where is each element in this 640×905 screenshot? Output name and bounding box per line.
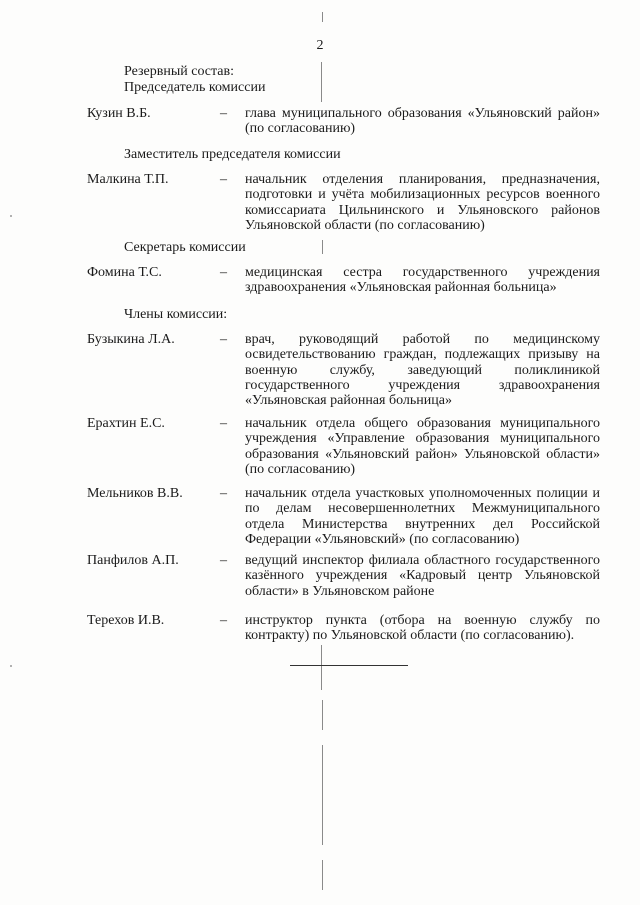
closing-rule bbox=[290, 665, 408, 666]
member-description: врач, руководящий работой по медицинскому освидетельствованию граждан, подлежащих призыву на военную службу, заведующий поликлиникой государственного учреждения здравоохранения «Ульяновская районная больница» bbox=[245, 332, 600, 409]
member-description: начальник отдела участковых уполномоченных полиции и по делам несовершеннолетних Межмуниципального отдела Министерства внутренних дел Российской Федерации «Ульяновский» (по согласованию) bbox=[245, 486, 600, 547]
entry-dash: – bbox=[220, 613, 227, 628]
reserve-heading: Резервный состав: bbox=[124, 64, 235, 79]
scan-crease-mark bbox=[321, 645, 322, 690]
scan-speck bbox=[10, 665, 12, 667]
secretary-heading: Секретарь комиссии bbox=[124, 240, 246, 255]
page-number: 2 bbox=[316, 38, 324, 53]
member-name: Фомина Т.С. bbox=[87, 265, 162, 280]
scan-crease-mark bbox=[322, 240, 323, 254]
member-name: Мельников В.В. bbox=[87, 486, 183, 501]
scan-crease-mark bbox=[321, 62, 322, 102]
entry-dash: – bbox=[220, 106, 227, 121]
member-name: Панфилов А.П. bbox=[87, 553, 179, 568]
member-description: глава муниципального образования «Ульяновский район» (по согласованию) bbox=[245, 106, 600, 137]
scan-speck bbox=[10, 215, 12, 217]
entry-dash: – bbox=[220, 332, 227, 347]
member-description: ведущий инспектор филиала областного государственного казённого учреждения «Кадровый центр Ульяновской области» в Ульяновском районе bbox=[245, 553, 600, 599]
member-name: Терехов И.В. bbox=[87, 613, 165, 628]
scan-crease-mark bbox=[322, 860, 323, 890]
entry-dash: – bbox=[220, 486, 227, 501]
scan-crease-mark bbox=[322, 12, 323, 22]
entry-dash: – bbox=[220, 416, 227, 431]
member-description: начальник отделения планирования, предназначения, подготовки и учёта мобилизационных ресурсов военного комиссариата Цильнинского и Ульяновского районов Ульяновской области (по согласованию) bbox=[245, 172, 600, 233]
member-name: Ерахтин Е.С. bbox=[87, 416, 165, 431]
scan-crease-mark bbox=[322, 745, 323, 845]
entry-dash: – bbox=[220, 172, 227, 187]
entry-dash: – bbox=[220, 265, 227, 280]
member-description: начальник отдела общего образования муниципального учреждения «Управление образования муниципального образования «Ульяновский район» Ульяновской области» (по согласованию) bbox=[245, 416, 600, 477]
members-heading: Члены комиссии: bbox=[124, 307, 228, 322]
entry-dash: – bbox=[220, 553, 227, 568]
member-name: Малкина Т.П. bbox=[87, 172, 169, 187]
member-name: Кузин В.Б. bbox=[87, 106, 151, 121]
member-description: медицинская сестра государственного учреждения здравоохранения «Ульяновская районная больница» bbox=[245, 265, 600, 296]
chairman-heading: Председатель комиссии bbox=[124, 80, 266, 95]
scan-crease-mark bbox=[322, 700, 323, 730]
deputy-heading: Заместитель председателя комиссии bbox=[124, 147, 341, 162]
member-description: инструктор пункта (отбора на военную службу по контракту) по Ульяновской области (по согласованию). bbox=[245, 613, 600, 644]
member-name: Бузыкина Л.А. bbox=[87, 332, 175, 347]
